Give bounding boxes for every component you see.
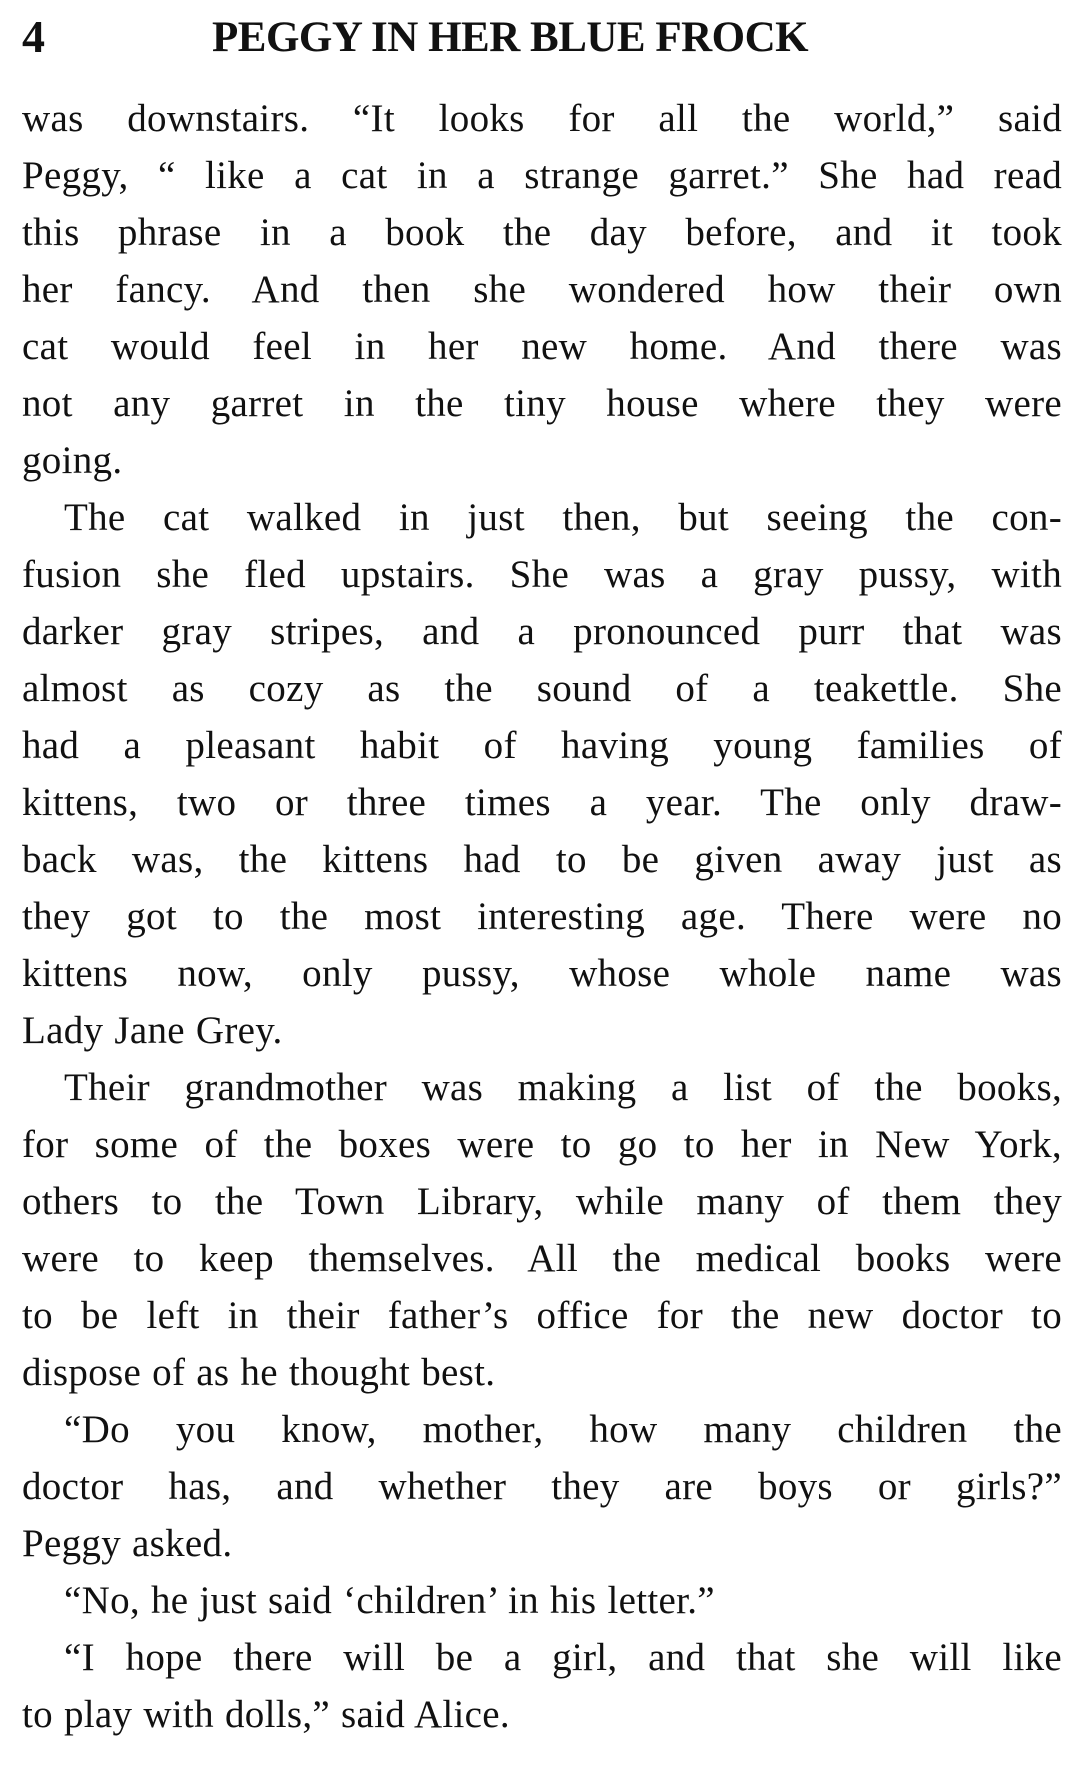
text-line: Lady Jane Grey. (22, 1009, 283, 1052)
text-line: dispose of as he thought best. (22, 1351, 496, 1394)
page-number: 4 (22, 11, 45, 62)
text-line: cat would feel in her new home. And there was (22, 325, 1062, 368)
text-line: not any garret in the tiny house where they were (22, 382, 1062, 425)
paragraph-6 (22, 1629, 1062, 1743)
running-head: PEGGY IN HER BLUE FROCK (212, 14, 809, 61)
page-header (22, 0, 1062, 82)
text-line: almost as cozy as the sound of a teakettle. She (22, 667, 1062, 710)
text-line: her fancy. And then she wondered how their own (22, 268, 1062, 311)
text-line: “Do you know, mother, how many children the (64, 1408, 1062, 1451)
paragraph-2 (22, 489, 1062, 1059)
book-page (22, 0, 1062, 1769)
text-line: to be left in their father’s office for the new doctor to (22, 1294, 1062, 1337)
text-line: Peggy asked. (22, 1522, 233, 1565)
text-line: for some of the boxes were to go to her in New York, (22, 1123, 1062, 1166)
text-line: had a pleasant habit of having young families of (22, 724, 1062, 767)
paragraph-5 (22, 1572, 1062, 1629)
text-line: The cat walked in just then, but seeing the con- (64, 496, 1062, 539)
text-line: others to the Town Library, while many of them they (22, 1180, 1062, 1223)
text-line: Peggy, “ like a cat in a strange garret.” She had read (22, 154, 1062, 197)
text-line: back was, the kittens had to be given away just as (22, 838, 1062, 881)
text-line: kittens now, only pussy, whose whole name was (22, 952, 1062, 995)
paragraph-3 (22, 1059, 1062, 1401)
body-text (22, 90, 1062, 1743)
text-line: were to keep themselves. All the medical books were (22, 1237, 1062, 1280)
text-line: darker gray stripes, and a pronounced purr that was (22, 610, 1062, 653)
text-line: was downstairs. “It looks for all the world,” said (22, 97, 1062, 140)
text-line: kittens, two or three times a year. The only draw- (22, 781, 1062, 824)
text-line: this phrase in a book the day before, and it took (22, 211, 1062, 254)
text-line: “No, he just said ‘children’ in his letter.” (64, 1579, 715, 1622)
text-line: they got to the most interesting age. There were no (22, 895, 1062, 938)
text-line: “I hope there will be a girl, and that she will like (64, 1636, 1062, 1679)
paragraph-1 (22, 90, 1062, 489)
text-line: fusion she fled upstairs. She was a gray pussy, with (22, 553, 1062, 596)
text-line: to play with dolls,” said Alice. (22, 1693, 510, 1736)
text-line: going. (22, 439, 123, 482)
text-line: Their grandmother was making a list of the books, (64, 1066, 1062, 1109)
paragraph-4 (22, 1401, 1062, 1572)
text-line: doctor has, and whether they are boys or girls?” (22, 1465, 1062, 1508)
